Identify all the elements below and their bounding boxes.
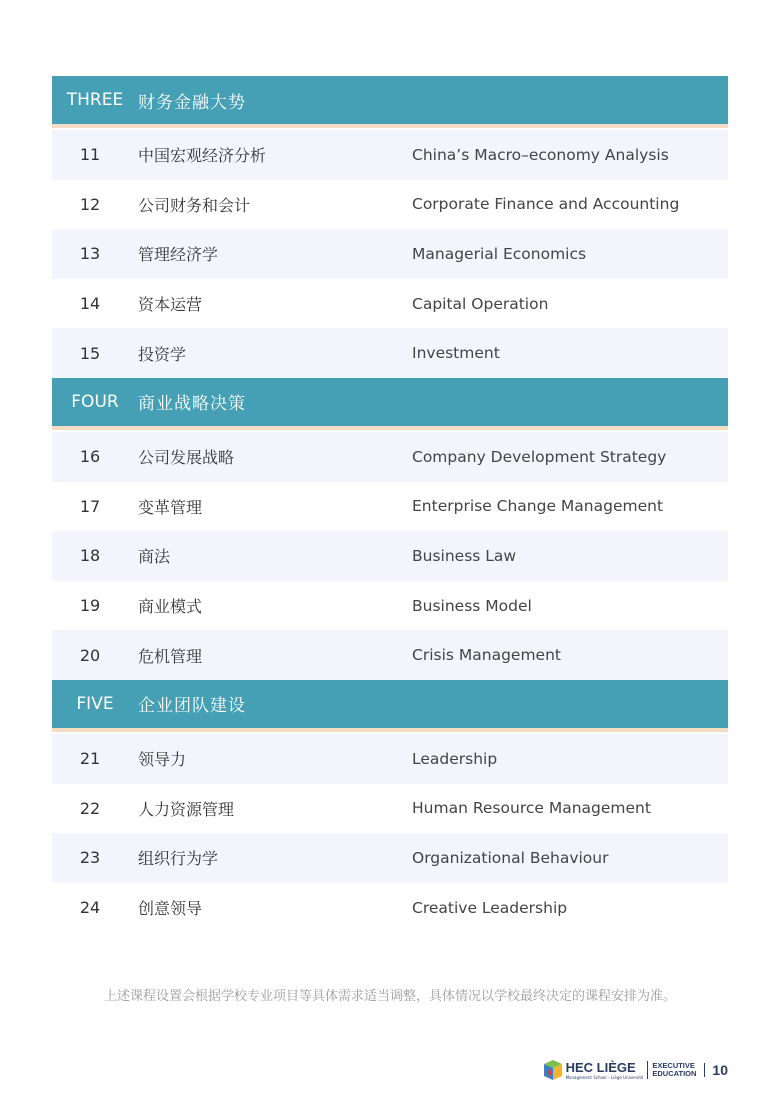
logo-exec-line2: EDUCATION — [652, 1069, 697, 1078]
logo-exec — [652, 1062, 696, 1078]
section-header — [52, 76, 728, 128]
course-row — [52, 734, 728, 784]
course-name-zh: 组织行为学 — [138, 849, 219, 869]
logo-wordmark — [566, 1061, 644, 1080]
course-name-en: Human Resource Management — [412, 799, 651, 818]
logo-exec-line1: EXECUTIVE — [652, 1061, 695, 1071]
course-number: 17 — [79, 496, 101, 516]
course-number: 20 — [79, 645, 101, 665]
course-number: 14 — [79, 294, 101, 314]
course-number: 23 — [79, 848, 101, 868]
course-name-zh: 公司财务和会计 — [138, 195, 251, 215]
course-row — [52, 581, 728, 631]
section-number-word: THREE — [66, 90, 124, 110]
course-name-zh: 创意领导 — [138, 899, 203, 919]
section-number-word: FOUR — [71, 391, 119, 412]
course-row — [52, 180, 728, 230]
hec-logo-icon — [544, 1060, 562, 1080]
page-number: 10 — [712, 1062, 728, 1078]
course-name-en: Capital Operation — [412, 294, 549, 313]
course-row — [52, 531, 728, 581]
course-name-en: Enterprise Change Management — [412, 497, 664, 516]
course-name-en: China’s Macro–economy Analysis — [412, 145, 669, 164]
course-row — [52, 883, 728, 933]
course-number: 22 — [79, 798, 101, 818]
course-name-zh: 变革管理 — [138, 497, 203, 517]
logo-tagline: Management School – Liège Université — [565, 1074, 644, 1080]
course-name-zh: 危机管理 — [138, 646, 203, 666]
course-row — [52, 482, 728, 532]
course-name-zh: 商业模式 — [138, 597, 203, 617]
course-name-en: Investment — [412, 344, 500, 363]
course-number: 12 — [79, 194, 101, 214]
course-name-zh: 管理经济学 — [138, 245, 219, 265]
course-name-zh: 资本运营 — [138, 295, 203, 315]
course-name-en: Creative Leadership — [412, 898, 568, 917]
section-header — [52, 378, 728, 430]
course-number: 19 — [79, 596, 101, 616]
course-name-en: Organizational Behaviour — [412, 848, 609, 867]
course-name-en: Managerial Economics — [412, 244, 587, 263]
course-name-zh: 中国宏观经济分析 — [138, 146, 267, 166]
course-row — [52, 328, 728, 378]
course-row — [52, 833, 728, 883]
course-name-en: Business Law — [412, 546, 517, 565]
course-row — [52, 432, 728, 482]
course-name-en: Leadership — [412, 749, 498, 768]
section-number-word: FIVE — [76, 693, 114, 714]
course-number: 16 — [79, 447, 101, 467]
section-title: 财务金融大势 — [138, 92, 246, 113]
course-name-zh: 投资学 — [138, 344, 187, 364]
course-name-en: Business Model — [412, 596, 532, 615]
course-name-zh: 领导力 — [138, 750, 187, 770]
logo-name: HEC LIÈGE — [565, 1059, 636, 1075]
logo-divider — [647, 1061, 648, 1079]
section-header — [52, 680, 728, 732]
course-name-zh: 公司发展战略 — [138, 448, 235, 468]
course-name-en: Crisis Management — [412, 646, 561, 665]
course-number: 21 — [79, 749, 101, 769]
course-row — [52, 130, 728, 180]
course-name-en: Corporate Finance and Accounting — [412, 195, 680, 214]
section-title: 商业战略决策 — [138, 394, 246, 415]
course-number: 11 — [79, 145, 101, 165]
course-name-zh: 商法 — [138, 547, 171, 567]
course-number: 24 — [79, 898, 101, 918]
course-number: 15 — [79, 343, 101, 363]
section-title: 企业团队建设 — [138, 696, 246, 717]
course-number: 18 — [79, 546, 101, 566]
page-number-divider — [704, 1063, 705, 1077]
course-name-en: Company Development Strategy — [412, 447, 667, 466]
footnote: 上述课程设置会根据学校专业项目等具体需求适当调整，具体情况以学校最终决定的课程安排为准。 — [103, 989, 676, 1004]
course-row — [52, 630, 728, 680]
course-row — [52, 229, 728, 279]
course-name-zh: 人力资源管理 — [138, 799, 235, 819]
course-number: 13 — [79, 244, 101, 264]
course-table — [52, 76, 728, 932]
course-row — [52, 784, 728, 834]
course-row — [52, 279, 728, 329]
page-footer — [544, 1058, 728, 1082]
